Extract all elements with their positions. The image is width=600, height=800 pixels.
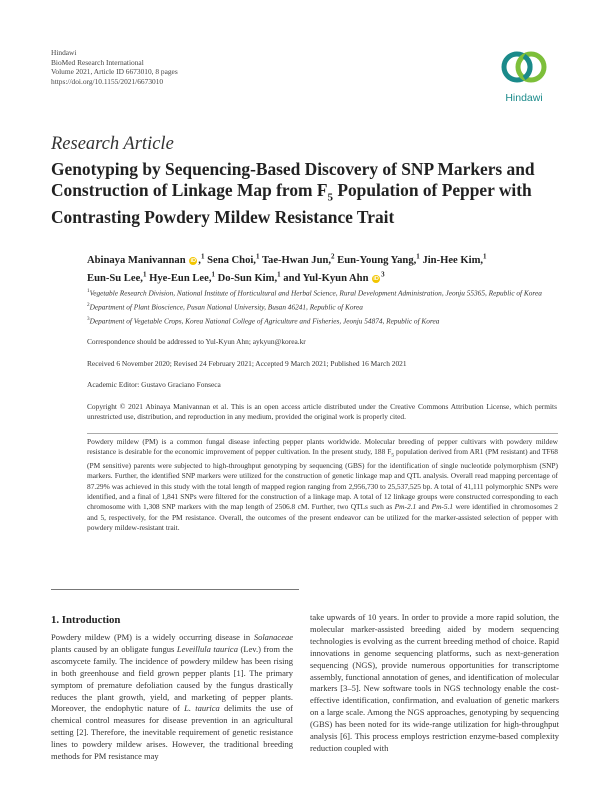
journal-name: BioMed Research International bbox=[51, 57, 144, 67]
author[interactable]: Eun-Su Lee,$^1$ bbox=[87, 270, 147, 285]
title-line-2: Construction of Linkage Map from $F_5$ Population of Pepper with bbox=[51, 179, 532, 203]
dates: Received 6 November 2020; Revised 24 February 2021; Accepted 9 March 2021; Published 16 March 2021 bbox=[87, 359, 407, 368]
author[interactable]: Eun-Young Yang,$^1$ bbox=[337, 252, 420, 266]
orcid-icon[interactable]: iD bbox=[373, 276, 379, 283]
title-line-3: Contrasting Powdery Mildew Resistance Trait bbox=[51, 207, 395, 228]
article-type: Research Article bbox=[51, 134, 174, 154]
section-heading: 1. Introduction bbox=[51, 614, 121, 626]
abstract: Powdery mildew (PM) is a common fungal disease infecting pepper plants worldwide. Molecular breeding of pepper cultivars with powdery mildew resistance is desirable for the economic improvement of pepper cultivation. In the present study, 188 $F_5$ population derived from AR1 (PM resistant) and TF68 (PM sensitive) parents were subjected to high-throughput genotyping by sequencing (GBS) for the identification of single nucleotide polymorphism (SNP) markers. Further, the identified SNP markers were utilized for the construction of genetic linkage map and QTL analysis. Overall read mapping percentage of 87.29% was achieved in this study with the total length of mapped region ranging from 2,956,730 to 25,537,525 bp. A total of 41,111 polymorphic SNPs were identified, and a final of 1,841 SNPs were filtered for the construction of a linkage map. A total of 12 linkage groups were constructed corresponding to each chromosome with 1,308 SNP markers with the map length of 2506.8 cM. Further, two QTLs such as Pm-2.1 and Pm-5.1 were identified in chromosomes 2 and 5, respectively, for the PM resistance. Overall, the outcomes of the present endeavor can be utilized for the marker-assisted selection of pepper with powdery mildew-resistant trait. bbox=[87, 437, 559, 532]
intro-column-1: Powdery mildew (PM) is a widely occurring disease in Solanaceae plants caused by an obligate fungus Leveillula taurica (Lev.) from the ascomycete family. The incidence of powdery mildew has been rising in both greenhouse and field grown pepper plants [1]. The primary symptom of premature defoliation caused by the fungus drastically reduces the plant growth, yield, and marketing of pepper plants. Moreover, the endophytic nature of L. taurica delimits the use of chemical control measures for disease prevention in an agricultural setting [2]. Therefore, the inevitable requirement of genetic resistance lines to powdery mildew arises. However, the traditional breeding methods for PM resistance may bbox=[51, 632, 293, 762]
author[interactable]: Abinaya Manivannan iD ,$^1$ bbox=[87, 252, 205, 266]
author[interactable]: Tae-Hwan Jun,$^2$ bbox=[261, 252, 335, 266]
volume-line: Volume 2021, Article ID 6673010, 8 pages bbox=[51, 67, 178, 77]
divider bbox=[51, 589, 299, 590]
publisher-name: Hindawi bbox=[51, 48, 77, 57]
affiliation: $^1$Vegetable Research Division, National Institute of Horticultural and Herbal Science, Rural Development Administration, Jeonju 55365, Republic of Korea bbox=[87, 288, 542, 298]
affiliation: $^2$Department of Plant Bioscience, Pusan National University, Busan 46241, Republic of Korea bbox=[87, 302, 363, 312]
author-list bbox=[87, 249, 557, 286]
hindawi-logo bbox=[495, 46, 553, 108]
title-line-1: Genotyping by Sequencing-Based Discovery of SNP Markers and bbox=[51, 159, 535, 179]
hindawi-logo-icon bbox=[495, 46, 553, 90]
academic-editor: Academic Editor: Gustavo Graciano Fonseca bbox=[87, 380, 221, 389]
orcid-icon[interactable]: iD bbox=[190, 257, 197, 264]
affiliation: $^3$Department of Vegetable Crops, Korea National College of Agriculture and Fisheries, Jeonju 54874, Republic of Korea bbox=[87, 316, 440, 326]
author[interactable]: and Yul-Kyun Ahn $iD^3$ bbox=[283, 270, 385, 285]
journal-meta bbox=[51, 48, 178, 86]
affiliations bbox=[87, 286, 557, 329]
author[interactable]: Jin-Hee Kim,$^1$ bbox=[422, 252, 487, 266]
author[interactable]: Hye-Eun Lee,$^1$ bbox=[149, 270, 215, 285]
hindawi-logo-text: Hindawi bbox=[505, 92, 543, 104]
article-title bbox=[51, 159, 561, 228]
author[interactable]: Sena Choi,$^1$ bbox=[207, 252, 260, 266]
doi-link[interactable]: https://doi.org/10.1155/2021/6673010 bbox=[51, 76, 164, 86]
author[interactable]: Do-Sun Kim,$^1$ bbox=[217, 270, 281, 285]
correspondence: Correspondence should be addressed to Yul-Kyun Ahn; aykyun@korea.kr bbox=[87, 337, 306, 346]
intro-column-2: take upwards of 10 years. In order to provide a more rapid solution, the molecular marker-assisted breeding aided by modern sequencing technologies is evolving as the current breeding method of choice. Rapid innovations in genome sequencing platforms, such as next-generation sequencing (NGS), provide numerous opportunities for transcriptome assembly, functional annotation of genes, and identification of molecular markers [3–5]. New software tools in NGS technology enable the cost-effective identification, confirmation, and evaluation of genetic markers on a large scale. Among the NGS approaches, genotyping by sequencing (GBS) has been noted for its wide-range utilization for high-throughput analysis [6]. This process employs restriction enzyme-based complexity reduction coupled with bbox=[310, 612, 559, 753]
copyright: Copyright © 2021 Abinaya Manivannan et al. This is an open access article distributed under the Creative Commons Attribution License, which permits unrestricted use, distribution, and reproduction in any medium, provided the original work is properly cited. bbox=[87, 402, 557, 422]
divider bbox=[87, 433, 558, 434]
